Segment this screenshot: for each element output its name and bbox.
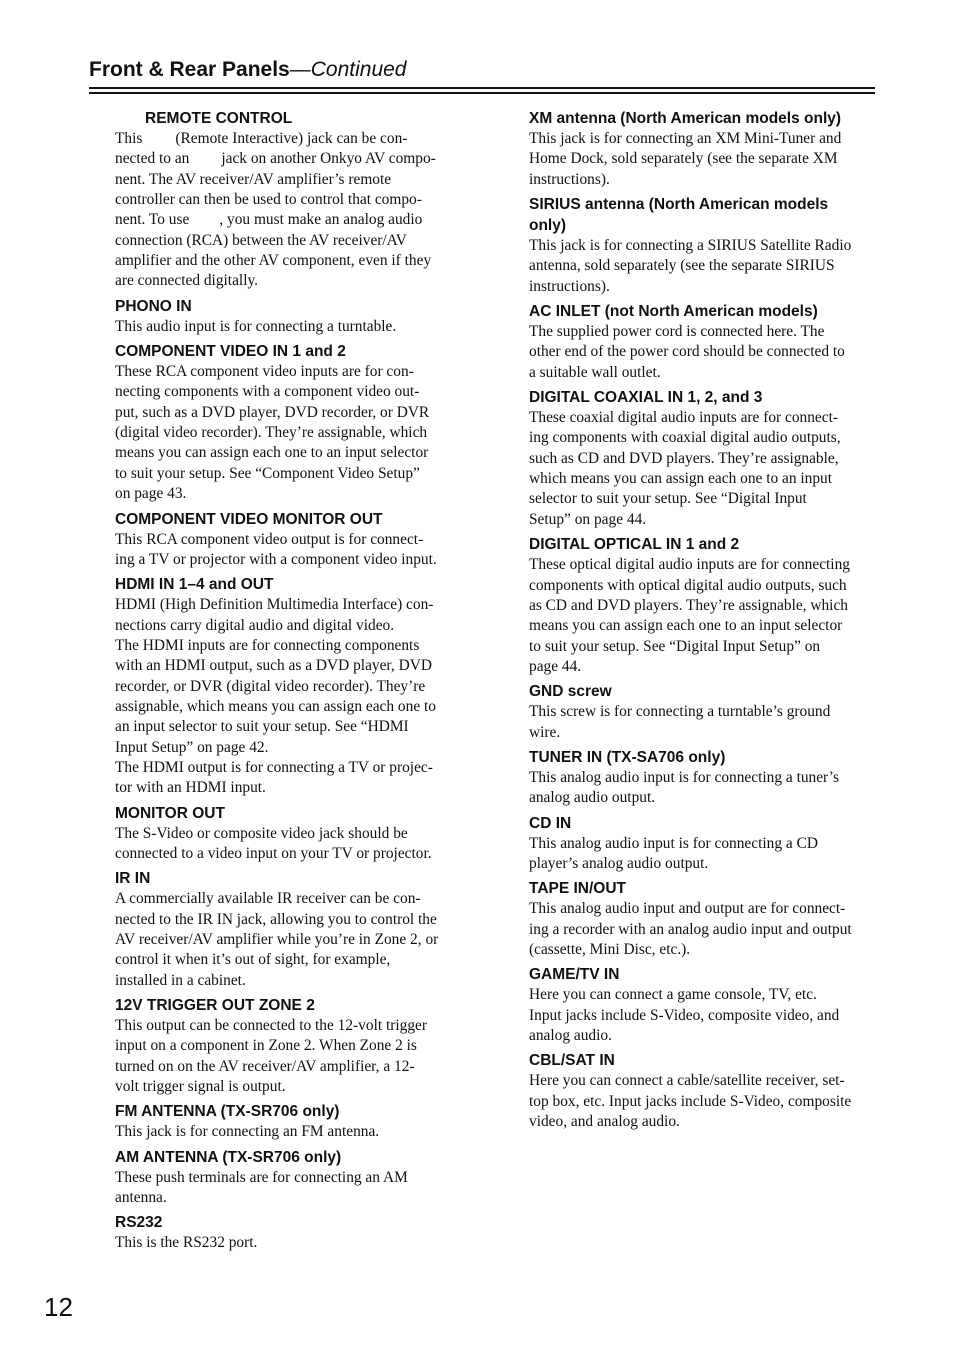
section-heading: AC INLET (not North American models) (529, 303, 818, 321)
section-line: This analog audio input is for connecting a tuner’s (529, 768, 840, 786)
section-heading: MONITOR OUT (115, 804, 225, 822)
section-line: These RCA component video inputs are for con- (115, 363, 414, 381)
section-line: a suitable wall outlet. (529, 363, 661, 381)
section-line: on page 43. (115, 485, 187, 503)
section-heading: IR IN (115, 870, 151, 888)
section-line: This audio input is for connecting a turntable. (115, 317, 397, 335)
section-am-antenna (115, 1147, 465, 1209)
section-line: input on a component in Zone 2. When Zone 2 is (115, 1037, 417, 1055)
section-line: top box, etc. Input jacks include S-Video, composite (529, 1092, 852, 1110)
section-heading: PHONO IN (115, 297, 192, 315)
section-heading: TAPE IN/OUT (529, 880, 627, 898)
section-line: other end of the power cord should be connected to (529, 343, 845, 361)
section-heading: FM ANTENNA (TX-SR706 only) (115, 1103, 340, 1121)
section-line: ing components with coaxial digital audio outputs, (529, 429, 841, 447)
section-line: A commercially available IR receiver can be con- (115, 890, 421, 908)
section-line: player’s analog audio output. (529, 854, 709, 872)
section-line: control it when it’s out of sight, for example, (115, 951, 391, 969)
section-line: Here you can connect a cable/satellite receiver, set- (529, 1072, 845, 1090)
section-line: means you can assign each one to an input selector (115, 444, 429, 462)
text-run: This (115, 130, 143, 147)
text-run: nected to an (115, 150, 190, 168)
section-12v-trigger (115, 995, 465, 1097)
section-cbl-sat-in (529, 1050, 876, 1132)
section-line: necting components with a component video out- (115, 383, 420, 401)
section-line: controller can then be used to control that compo- (115, 191, 422, 209)
section-heading: REMOTE CONTROL (145, 110, 293, 127)
section-heading: GND screw (529, 683, 612, 701)
page-header (89, 56, 875, 84)
section-hdmi (115, 574, 465, 798)
section-heading: CBL/SAT IN (529, 1052, 615, 1070)
page-title-continued: —Continued (289, 58, 407, 81)
section-ir-in (115, 868, 465, 991)
section-line: instructions). (529, 277, 610, 295)
section-line: AV receiver/AV amplifier while you’re in Zone 2, or (115, 931, 439, 948)
section-heading: RS232 (115, 1214, 163, 1232)
section-heading: TUNER IN (TX-SA706 only) (529, 748, 726, 766)
right-column (529, 108, 876, 1132)
section-line: tor with an HDMI input. (115, 779, 266, 797)
section-xm-antenna (529, 108, 876, 190)
section-line: This analog audio input is for connecting a CD (529, 834, 818, 852)
section-heading: DIGITAL COAXIAL IN 1, 2, and 3 (529, 389, 763, 407)
text-run: jack on another Onkyo AV compo- (221, 150, 436, 168)
section-line: nections carry digital audio and digital video. (115, 616, 395, 634)
section-line: are connected digitally. (115, 272, 259, 290)
section-line: ing a TV or projector with a component video input. (115, 550, 437, 568)
section-line: installed in a cabinet. (115, 971, 246, 989)
section-phono-in (115, 296, 465, 337)
section-line (115, 210, 465, 230)
header-rule-bottom (89, 92, 875, 94)
section-line: amplifier and the other AV component, even if they (115, 252, 432, 270)
section-game-tv-in (529, 964, 876, 1046)
section-line: connection (RCA) between the AV receiver/AV (115, 231, 407, 249)
text-run: , you must make an analog audio (219, 211, 423, 229)
section-line: This jack is for connecting an XM Mini-Tuner and (529, 130, 842, 147)
section-line: assignable, which means you can assign each one to (115, 697, 436, 715)
section-cd-in (529, 813, 876, 875)
section-line: such as CD and DVD players. They’re assignable, (529, 449, 839, 467)
section-line: This output can be connected to the 12-volt trigger (115, 1017, 427, 1035)
section-line: Here you can connect a game console, TV, etc. (529, 986, 817, 1004)
section-line: components with optical digital audio outputs, such (529, 576, 847, 594)
section-line (115, 149, 465, 169)
section-line: nent. The AV receiver/AV amplifier’s remote (115, 170, 392, 188)
section-line: nected to the IR IN jack, allowing you to control the (115, 910, 437, 928)
section-line: Input Setup” on page 42. (115, 738, 269, 756)
section-heading: CD IN (529, 814, 572, 832)
section-line: This is the RS232 port. (115, 1234, 258, 1252)
section-remote-control (115, 108, 465, 292)
section-line: means you can assign each one to an input selector (529, 617, 843, 635)
section-line: HDMI (High Definition Multimedia Interface) con- (115, 596, 434, 614)
section-tape-in-out (529, 878, 876, 960)
page-title (89, 56, 875, 84)
section-rs232 (115, 1212, 465, 1253)
section-heading: XM antenna (North American models only) (529, 110, 842, 127)
section-line: The supplied power cord is connected here. The (529, 323, 825, 341)
section-line (115, 129, 465, 149)
section-heading: COMPONENT VIDEO MONITOR OUT (115, 510, 383, 528)
section-line: This screw is for connecting a turntable’s ground (529, 703, 831, 721)
section-line: These optical digital audio inputs are for connecting (529, 556, 850, 574)
section-line: recorder, or DVR (digital video recorder). They’re (115, 677, 426, 695)
section-line: This jack is for connecting an FM antenna. (115, 1123, 380, 1141)
text-run: nent. To use (115, 211, 190, 229)
section-line: instructions). (529, 170, 610, 188)
section-line: as CD and DVD players. They’re assignable, which (529, 596, 848, 614)
page-title-main: Front & Rear Panels (89, 58, 290, 81)
section-component-video-monitor-out (115, 509, 465, 571)
section-line: antenna. (115, 1189, 167, 1207)
section-heading: HDMI IN 1–4 and OUT (115, 576, 274, 594)
left-column (115, 108, 465, 1254)
section-line: to suit your setup. See “Component Video Setup” (115, 464, 420, 482)
section-line: an input selector to suit your setup. See “HDMI (115, 718, 409, 736)
text-run: (Remote Interactive) jack can be con- (175, 130, 408, 147)
section-line: analog audio output. (529, 789, 656, 807)
section-line: This jack is for connecting a SIRIUS Satellite Radio (529, 237, 852, 255)
section-heading: AM ANTENNA (TX-SR706 only) (115, 1148, 342, 1166)
section-line: selector to suit your setup. See “Digital Input (529, 490, 807, 508)
section-line: ing a recorder with an analog audio input and output (529, 920, 852, 938)
section-line: The S-Video or composite video jack should be (115, 824, 408, 842)
section-line: volt trigger signal is output. (115, 1078, 286, 1096)
section-gnd-screw (529, 681, 876, 743)
section-monitor-out (115, 803, 465, 865)
section-fm-antenna (115, 1101, 465, 1142)
section-line: antenna, sold separately (see the separate SIRIUS (529, 257, 835, 275)
section-line: put, such as a DVD player, DVD recorder, or DVR (115, 403, 430, 421)
section-line: turned on on the AV receiver/AV amplifier, a 12- (115, 1057, 415, 1075)
section-heading: COMPONENT VIDEO IN 1 and 2 (115, 343, 346, 361)
section-line: video, and analog audio. (529, 1113, 680, 1131)
section-line: (cassette, Mini Disc, etc.). (529, 940, 691, 958)
section-line: Setup” on page 44. (529, 510, 647, 528)
section-line: (digital video recorder). They’re assignable, which (115, 424, 428, 442)
section-line: Home Dock, sold separately (see the separate XM (529, 150, 838, 168)
section-line: analog audio. (529, 1027, 612, 1044)
section-line: to suit your setup. See “Digital Input Setup” on (529, 637, 821, 655)
section-line: wire. (529, 723, 561, 741)
section-line: The HDMI output is for connecting a TV or projec- (115, 758, 433, 776)
section-line: These coaxial digital audio inputs are for connect- (529, 409, 838, 427)
section-line: Input jacks include S-Video, composite video, and (529, 1006, 840, 1024)
section-line: which means you can assign each one to an input (529, 470, 833, 488)
section-line: These push terminals are for connecting an AM (115, 1168, 408, 1186)
section-line: page 44. (529, 657, 582, 675)
header-rule-top (89, 87, 875, 89)
section-heading: GAME/TV IN (529, 966, 620, 984)
section-heading: SIRIUS antenna (North American models (529, 196, 829, 214)
section-heading: 12V TRIGGER OUT ZONE 2 (115, 997, 315, 1015)
section-ac-inlet (529, 301, 876, 383)
section-line: This analog audio input and output are for connect- (529, 900, 846, 918)
section-line: connected to a video input on your TV or projector. (115, 844, 432, 862)
section-sirius-antenna (529, 194, 876, 297)
section-heading: DIGITAL OPTICAL IN 1 and 2 (529, 536, 740, 554)
section-line: with an HDMI output, such as a DVD player, DVD (115, 657, 432, 675)
section-line: This RCA component video output is for connect- (115, 530, 424, 548)
section-component-video-in (115, 341, 465, 504)
section-heading-cont: only) (529, 217, 567, 235)
section-digital-optical (529, 534, 876, 677)
page-number: 12 (44, 1292, 73, 1322)
section-tuner-in (529, 747, 876, 809)
section-line: The HDMI inputs are for connecting components (115, 636, 420, 654)
section-digital-coaxial (529, 387, 876, 530)
